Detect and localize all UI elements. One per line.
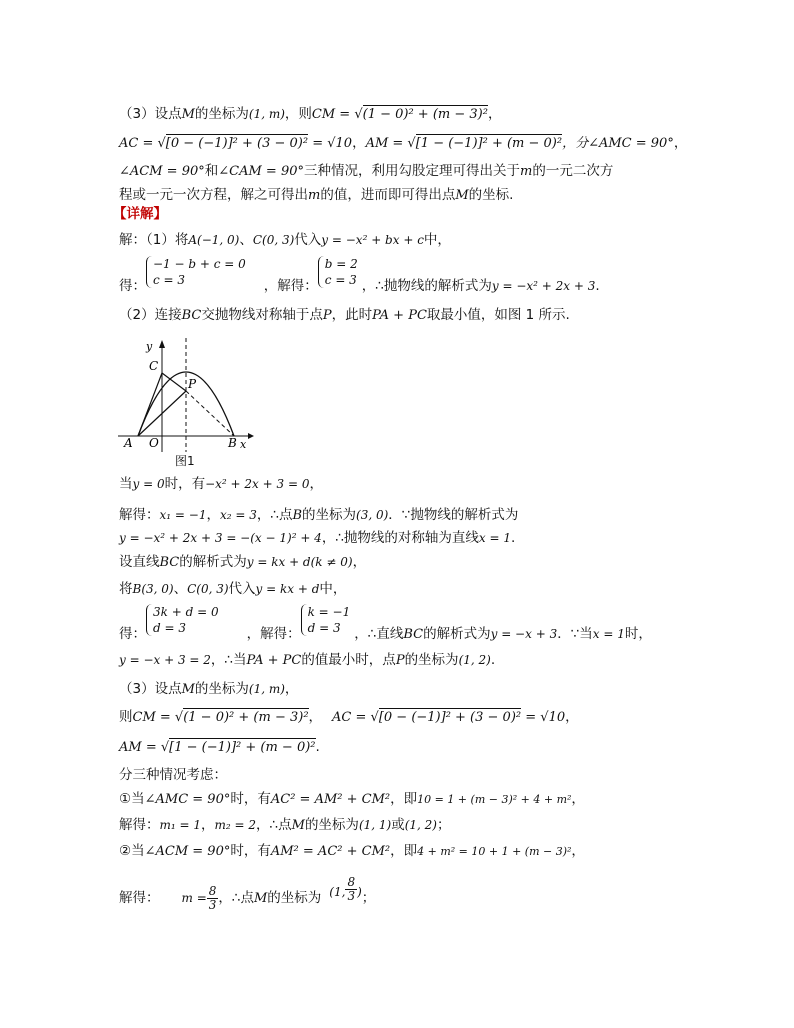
part3-line-4: 分三种情况考虑： [119,767,227,783]
math: BC [159,555,180,570]
math: ∠ACM = 90° [144,844,231,859]
text: 的坐标为 [194,681,249,697]
label-o: O [149,436,159,450]
text: ，即 [390,843,418,859]
equation: d = 3 [307,621,341,635]
math: (1, 2) [458,653,491,667]
math: CM = √ [311,107,363,122]
math: B [292,508,303,523]
equation: c = 3 [153,273,186,287]
text: ，∴抛物线的对称轴为直线 [321,530,479,546]
text: 当 [119,476,133,492]
math: = √10 [521,710,566,725]
text: ， [673,135,688,151]
y-axis-arrow [159,340,165,348]
text: . [595,278,600,294]
equation-system [146,256,250,288]
text: 和 [204,163,219,179]
part3-line-2 [119,708,579,727]
part2b-line-1 [119,475,323,493]
text: 的坐标为 [302,507,357,523]
numerator: 8 [347,875,356,889]
text: 三种情况，利用勾股定理可得出关于 [304,163,520,179]
part1-line-2 [119,256,600,296]
equation: d = 3 [153,621,186,635]
math: ∠CAM = 90° [218,164,304,179]
text: 解得： [119,817,160,833]
text: 解：（1）将 [119,232,189,248]
text: 时，有 [230,843,271,859]
fraction [207,885,219,912]
text: 的解析式为 [423,626,491,642]
math-radicand: [0 − (−1)]² + (3 − 0)² [165,136,309,151]
text: 或 [391,817,405,833]
text: 交抛物线对称轴于点 [201,307,323,323]
text: 的坐标为 [304,817,359,833]
hint-line-2 [119,134,687,153]
text: 的值最小时，点 [301,652,396,668]
text: 的坐标为 [404,652,459,668]
math: PA + PC [246,653,302,668]
math: C(0, 3) [252,233,295,247]
text: （3）设点 [119,106,182,122]
denominator: 3 [208,897,217,912]
text: ， [201,817,215,833]
math: PA + PC [372,308,427,323]
equation: −1 − b + c = 0 [153,257,246,271]
math: x = 1 [592,627,625,641]
text: ， [565,709,579,725]
math: ) [357,885,362,899]
math: y = −x² + 2x + 3 [491,279,596,293]
text: 代入 [228,581,256,597]
math: ∠ACM = 90° [119,164,205,179]
math-radicand: (1 − 0)² + (m − 3)² [362,107,488,122]
math: AC² = AM² + CM² [270,792,391,807]
math: AM² = AC² + CM² [270,844,391,859]
part2b-line-2 [119,506,518,525]
math-radicand: [1 − (−1)]² + (m − 0)² [169,740,316,755]
text: 的坐标为 [267,890,322,906]
part2b-line-7 [119,651,495,670]
math: m₁ = 1 [159,818,202,832]
part2b-line-3 [119,529,515,547]
text: ②当 [119,843,145,859]
text: 解得： [119,890,160,906]
equation: b = 2 [324,257,358,271]
text: 得： [119,278,146,294]
math: m₂ = 2 [214,818,257,832]
text: 中， [423,232,451,248]
text: ， [571,791,585,807]
part2b-line-5 [119,580,346,598]
label-p: P [188,377,197,391]
math: (1, m) [248,107,285,121]
equation-system [301,604,355,636]
math: M [253,891,268,906]
text: ， [352,135,366,151]
text: 的解析式为 [179,554,247,570]
figure-1-diagram [116,336,256,454]
part3-line-3 [119,738,320,757]
text: ，∴直线 [354,626,404,642]
denominator: 3 [347,889,356,903]
x-axis-arrow [248,433,254,439]
text: ，解得： [263,278,318,294]
text: ，此时 [331,307,373,323]
text: 的坐标为 [194,106,249,122]
text: 设直线 [119,554,160,570]
text: ．∵当 [557,626,593,642]
text: 时， [624,626,652,642]
math: (3, 0) [356,508,389,522]
math: ，分∠AMC = 90° [562,136,674,151]
text: 的坐标. [468,187,514,203]
text: ， [352,554,367,570]
hint-line-4 [119,186,513,205]
figure-caption: 图1 [175,454,195,468]
text: ， [206,507,220,523]
math: (1, 1) [358,818,392,832]
math: x = 1 [478,531,512,545]
equation: k = −1 [307,605,351,619]
text: . [511,530,516,546]
text: 时，有 [164,476,206,492]
text: ，∴当 [210,652,247,668]
text: ①当 [119,791,145,807]
math: B(3, 0) [132,582,174,596]
math: m [308,188,321,203]
text: 的值，进而即可得出点 [320,187,456,203]
math: BC [181,308,202,323]
math: BC [403,627,424,642]
text: 中， [319,581,347,597]
math: AM = √ [365,136,416,151]
part2b-line-4 [119,553,366,572]
math: P [395,653,405,668]
numerator: 8 [208,883,217,898]
part3-line-8 [119,876,375,912]
math: y = kx + d [255,582,320,596]
math: M [181,682,195,697]
text: . [490,652,496,668]
label-a: A [124,436,133,450]
text: ， [309,476,323,492]
math-radicand: (1 − 0)² + (m − 3)² [183,710,309,725]
math: y = −x² + bx + c [321,233,424,247]
label-y: y [146,340,153,353]
text: ，解得： [246,626,301,642]
text: ．∵抛物线的解析式为 [388,507,519,523]
math: CM = √ [132,710,184,725]
math-radicand: [1 − (−1)]² + (m − 0)² [415,136,563,151]
math: (1, [329,885,346,899]
text: ， [284,681,299,697]
text: 则 [119,709,133,725]
math: y = 0 [132,477,165,491]
text: 解得： [119,507,160,523]
section-title: 【详解】 [113,206,167,222]
text: 将 [119,581,133,597]
math: x₂ = 3 [219,508,257,522]
text: ； [436,817,451,833]
math: y = kx + d(k ≠ 0) [246,555,353,569]
math: A(−1, 0) [188,233,240,247]
label-b: B [228,436,237,450]
segment-ac [138,373,162,436]
text: 得： [119,626,146,642]
hint-line-3 [119,162,613,181]
math-radicand: [0 − (−1)]² + (3 − 0)² [378,710,522,725]
text: （3）设点 [119,681,182,697]
part3-line-6 [119,816,450,835]
text: ， [308,709,323,725]
segment-pb [186,391,234,436]
text: . [315,739,320,755]
math: AC = √ [332,710,379,725]
text: ，∴抛物线的解析式为 [361,278,492,294]
equation-system [146,604,223,636]
text: 、 [239,232,253,248]
math: AC = √ [119,136,166,151]
part3-line-1 [119,680,298,699]
text: ，∴点 [256,507,293,523]
text: 取最小值，如图 1 所示. [426,307,570,323]
math: m = [181,891,207,905]
text: ，∴点 [256,817,292,833]
hint-line-1 [119,105,501,124]
math: −x² + 2x + 3 = 0 [205,477,310,491]
math: y = −x + 3 = 2 [119,653,211,667]
text: ，则 [284,106,312,122]
text: （2）连接 [119,307,182,323]
text: 代入 [294,232,322,248]
part2-line-1 [119,306,570,325]
math: M [455,188,469,203]
math: y = −x² + 2x + 3 = −(x − 1)² + 4 [119,531,322,545]
text: 时，有 [230,791,271,807]
math: y = −x + 3 [490,627,558,641]
math: (1, 2) [404,818,437,832]
equation: 3k + d = 0 [153,605,219,619]
math: M [291,818,305,833]
math: (1, m) [248,682,285,696]
text: 程或一元一次方程，解之可得出 [119,187,308,203]
math: C(0, 3) [187,582,229,596]
part3-line-7 [119,842,585,861]
math: x₁ = −1 [159,508,207,522]
label-x: x [240,438,247,451]
math: AM = √ [119,740,170,755]
part2b-line-6 [119,604,652,645]
text: ， [571,843,585,859]
math: 4 + m² = 10 + 1 + (m − 3)² [417,845,572,858]
text: ， [487,106,502,122]
text: 的一元二次方 [532,163,614,179]
math: m [520,164,533,179]
fraction [345,876,357,903]
part1-line-1 [119,231,451,249]
text: ，即 [390,791,418,807]
equation-system [318,256,362,288]
math: P [322,308,332,323]
equation: c = 3 [324,273,357,287]
label-c: C [149,359,159,373]
text: ，∴点 [218,890,254,906]
text: 、 [173,581,188,597]
math: M [181,107,195,122]
math: = √10 [308,136,353,151]
part3-line-5 [119,790,585,809]
math: 10 = 1 + (m − 3)² + 4 + m² [417,793,572,806]
math: ∠AMC = 90° [144,792,231,807]
text: ； [361,890,376,906]
